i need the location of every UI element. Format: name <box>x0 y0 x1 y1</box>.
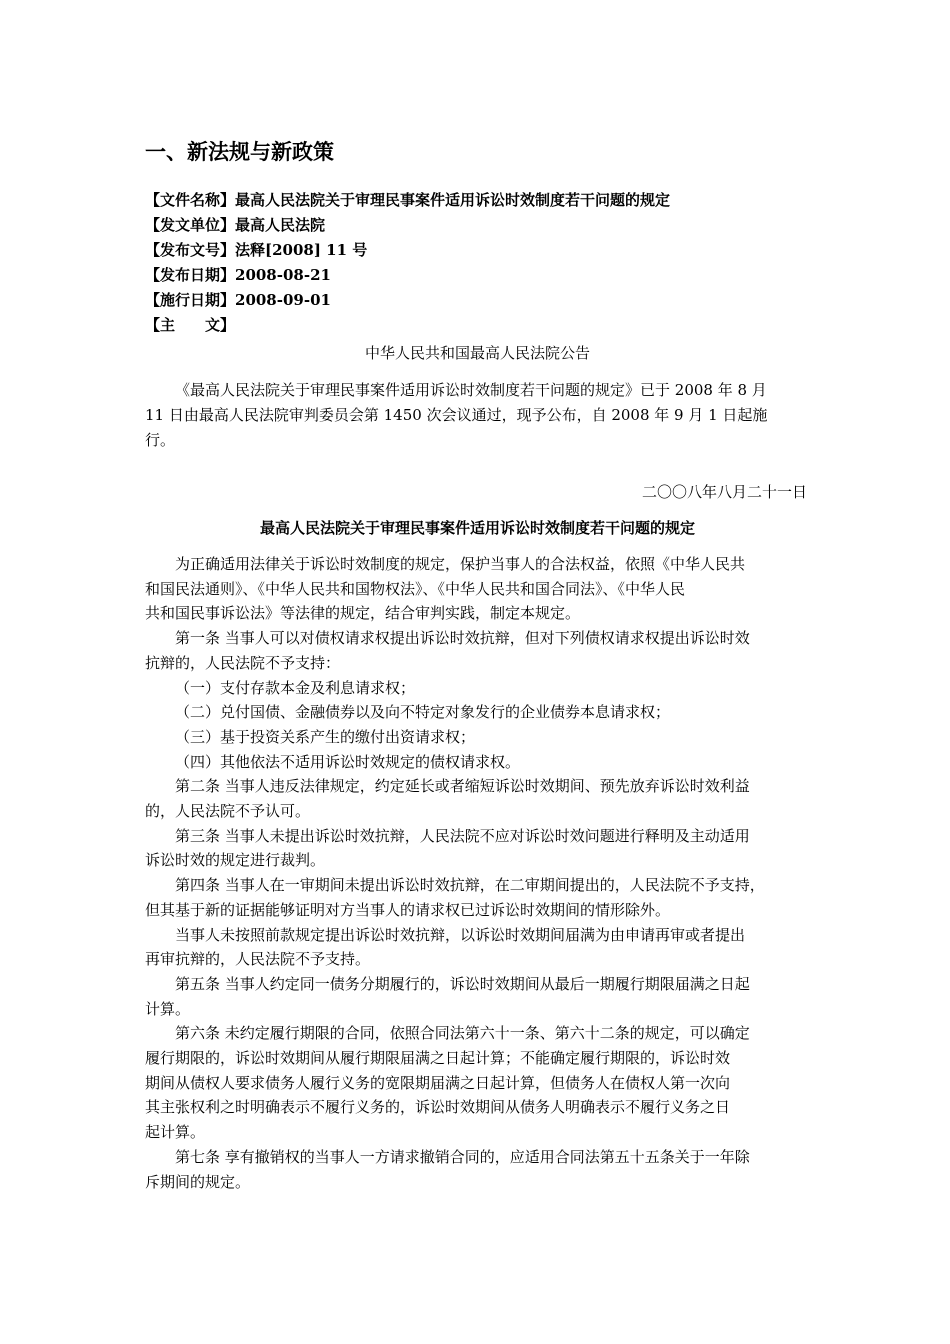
meta-main-text: 【主 文】 <box>145 316 236 334</box>
rule-line: 和国民法通则》、《中华人民共和国物权法》、《中华人民共和国合同法》、《中华人民 <box>145 579 686 598</box>
meta-publish-date: 【发布日期】2008-08-21 <box>145 266 331 284</box>
rule-line: 第六条 未约定履行期限的合同，依照合同法第六十一条、第六十二条的规定，可以确定 <box>175 1024 750 1043</box>
rule-paragraph <box>145 1021 820 1145</box>
notice-paragraph <box>145 378 810 453</box>
rule-paragraph <box>145 626 820 675</box>
rule-line: 斥期间的规定。 <box>145 1172 251 1191</box>
notice-title: 中华人民共和国最高人民法院公告 <box>364 344 590 362</box>
rule-line: 共和国民事诉讼法》等法律的规定，结合审判实践，制定本规定。 <box>145 604 581 623</box>
rule-line: 履行期限的，诉讼时效期间从履行期限届满之日起计算；不能确定履行期限的，诉讼时效 <box>145 1049 731 1068</box>
rule-paragraph <box>145 972 820 1021</box>
rule-line: 起计算。 <box>145 1123 206 1142</box>
meta-file-name: 【文件名称】最高人民法院关于审理民事案件适用诉讼时效制度若干问题的规定 <box>145 191 671 209</box>
rule-line: 的，人民法院不予认可。 <box>145 802 311 821</box>
rule-paragraph <box>145 1145 820 1194</box>
notice-line: 《最高人民法院关于审理民事案件适用诉讼时效制度若干问题的规定》已于 2008 年 8 月 <box>175 381 767 399</box>
rule-line: 第二条 当事人违反法律规定，约定延长或者缩短诉讼时效期间、预先放弃诉讼时效利益 <box>175 777 750 796</box>
rule-line: 第一条 当事人可以对债权请求权提出诉讼时效抗辩，但对下列债权请求权提出诉讼时效 <box>175 629 750 648</box>
rule-line: 但其基于新的证据能够证明对方当事人的请求权已过诉讼时效期间的情形除外。 <box>145 900 671 919</box>
section-heading: 一、新法规与新政策 <box>145 139 334 164</box>
rule-line: 诉讼时效的规定进行裁判。 <box>145 851 326 870</box>
rule-line: 当事人未按照前款规定提出诉讼时效抗辩，以诉讼时效期间届满为由申请再审或者提出 <box>175 925 746 944</box>
document-metadata <box>145 188 810 338</box>
rule-line: 其主张权利之时明确表示不履行义务的，诉讼时效期间从债务人明确表示不履行义务之日 <box>145 1098 731 1117</box>
rule-paragraph <box>145 676 820 701</box>
notice-line: 行。 <box>145 431 176 449</box>
rule-line: 第三条 当事人未提出诉讼时效抗辩，人民法院不应对诉讼时效问题进行释明及主动适用 <box>175 826 750 845</box>
notice-line: 11 日由最高人民法院审判委员会第 1450 次会议通过，现予公布，自 2008 年 9 月 1 日起施 <box>145 406 768 424</box>
rule-line: （四）其他依法不适用诉讼时效规定的债权请求权。 <box>175 752 521 771</box>
notice-date: 二〇〇八年八月二十一日 <box>641 483 807 501</box>
rule-paragraph <box>145 700 820 725</box>
rules-title: 最高人民法院关于审理民事案件适用诉讼时效制度若干问题的规定 <box>259 519 695 537</box>
rule-paragraph <box>145 774 820 823</box>
rule-paragraph <box>145 725 820 750</box>
rule-line: 为正确适用法律关于诉讼时效制度的规定，保护当事人的合法权益，依照《中华人民共 <box>175 555 746 573</box>
rule-line: （二）兑付国债、金融债券以及向不特定对象发行的企业债券本息请求权； <box>175 703 671 722</box>
rule-line: 抗辩的，人民法院不予支持： <box>145 653 341 672</box>
rule-line: 计算。 <box>145 999 191 1018</box>
rule-paragraph <box>145 750 820 775</box>
rule-paragraph <box>145 923 820 972</box>
rule-line: （三）基于投资关系产生的缴付出资请求权； <box>175 727 476 746</box>
meta-doc-number: 【发布文号】法释[2008] 11 号 <box>145 241 368 259</box>
rule-line: 第四条 当事人在一审期间未提出诉讼时效抗辩，在二审期间提出的，人民法院不予支持， <box>175 876 765 895</box>
meta-issuer: 【发文单位】最高人民法院 <box>145 216 326 234</box>
rule-paragraph <box>145 552 820 626</box>
notice-body <box>145 378 810 453</box>
rule-paragraph <box>145 824 820 873</box>
rule-line: （一）支付存款本金及利息请求权； <box>175 678 416 697</box>
rule-line: 第五条 当事人约定同一债务分期履行的，诉讼时效期间从最后一期履行期限届满之日起 <box>175 974 750 993</box>
rule-paragraph <box>145 873 820 922</box>
meta-effective-date: 【施行日期】2008-09-01 <box>145 291 331 309</box>
rule-line: 第七条 享有撤销权的当事人一方请求撤销合同的，应适用合同法第五十五条关于一年除 <box>175 1147 750 1166</box>
rule-line: 期间从债权人要求债务人履行义务的宽限期届满之日起计算，但债务人在债权人第一次向 <box>145 1073 731 1092</box>
rules-body <box>145 552 820 1194</box>
rule-line: 再审抗辩的，人民法院不予支持。 <box>145 950 371 969</box>
